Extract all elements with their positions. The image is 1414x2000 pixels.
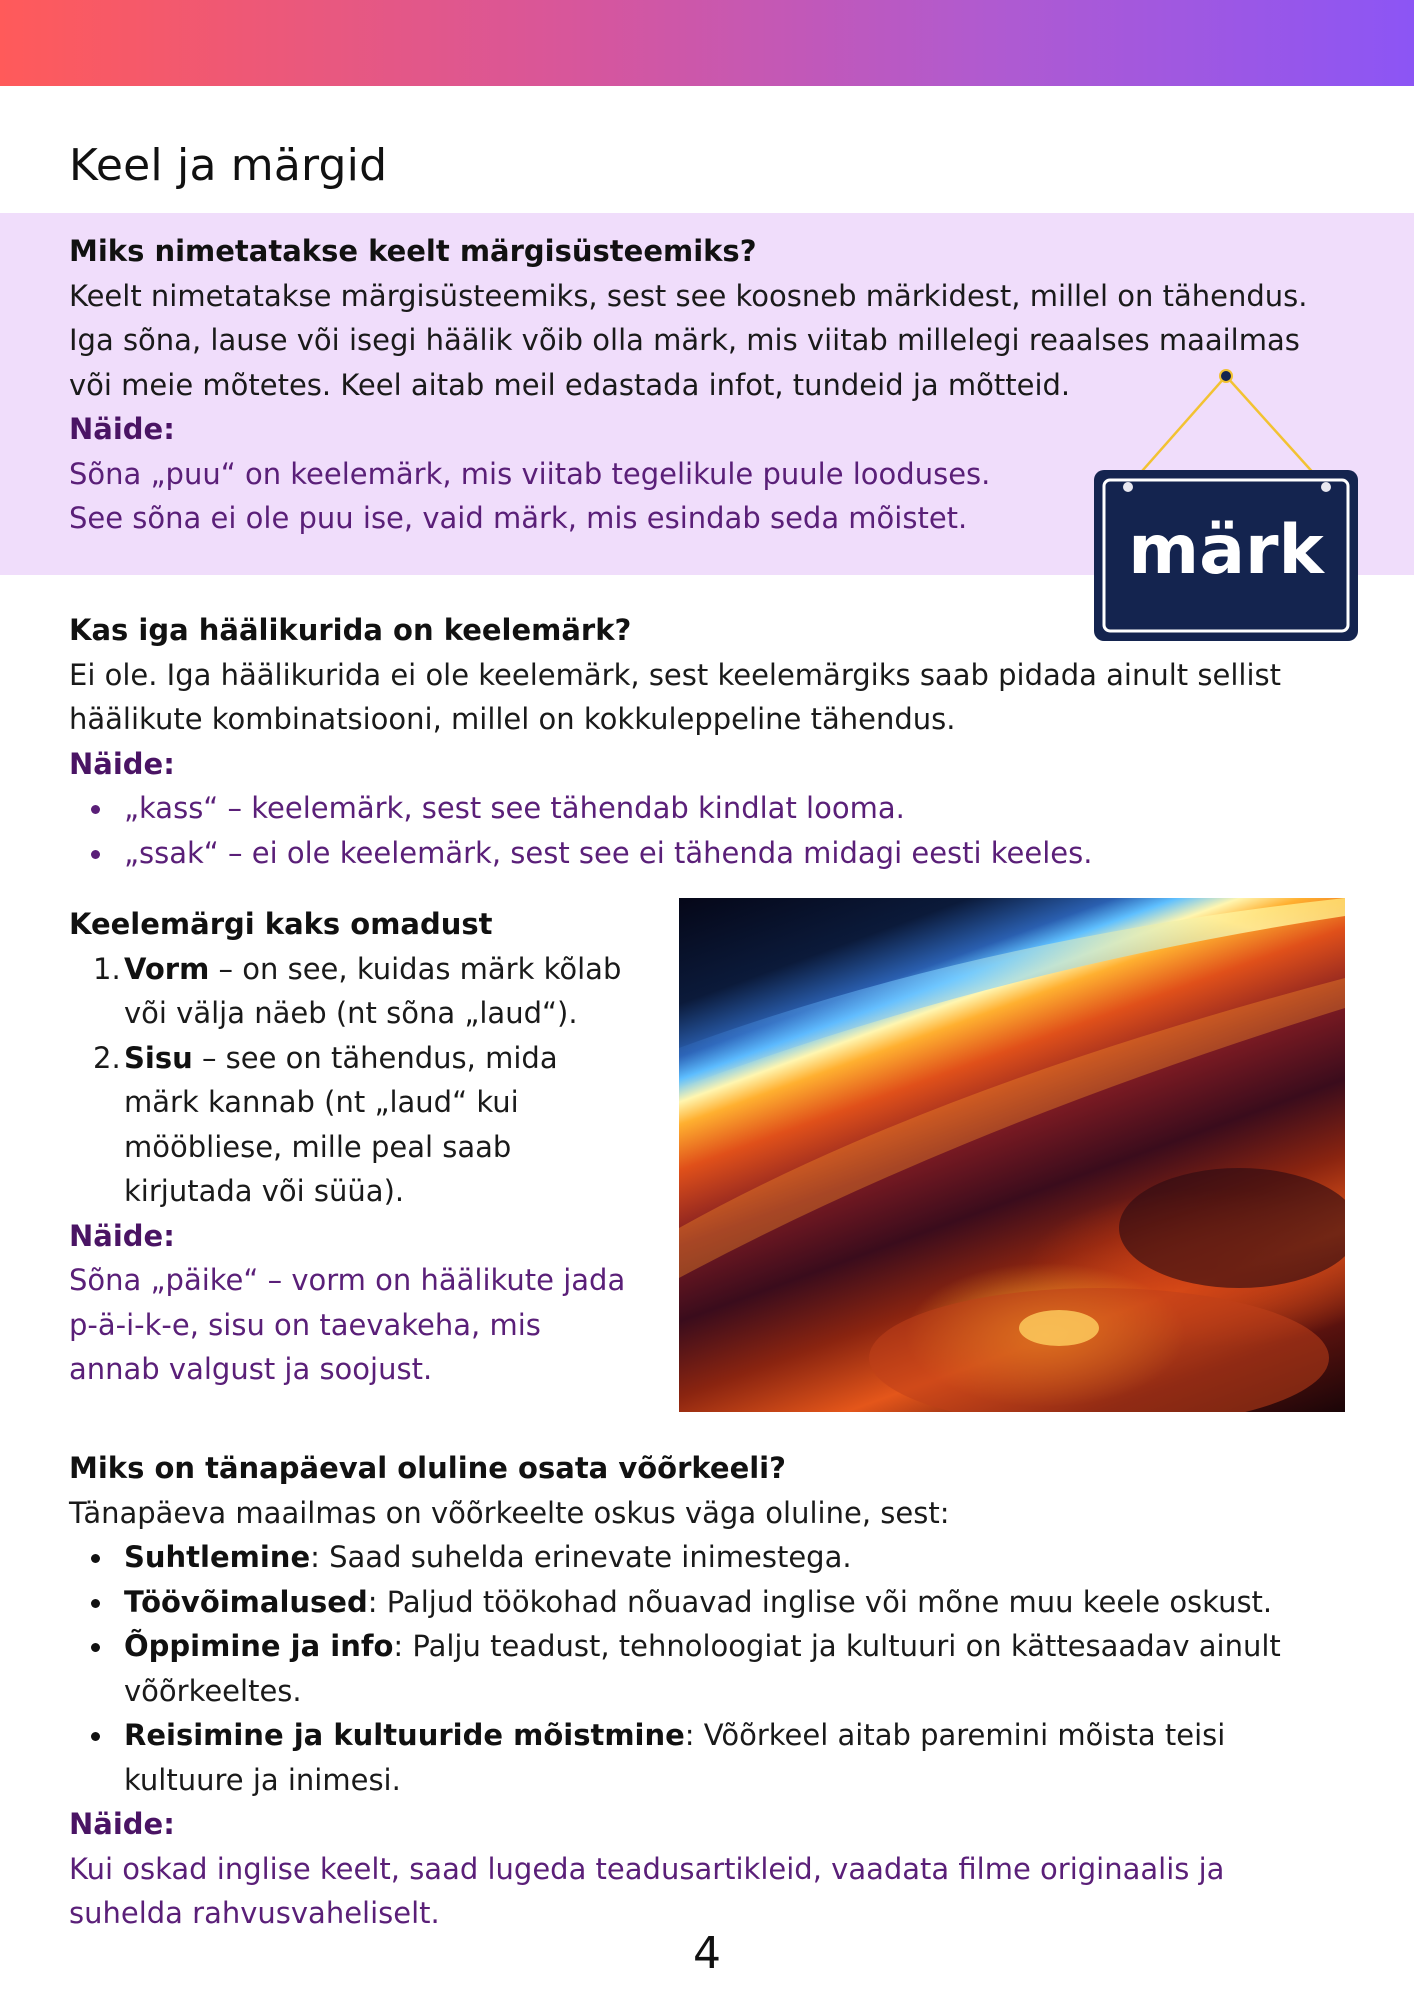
section3-example-label: Näide:	[69, 1218, 175, 1253]
list-number: 2.	[93, 1040, 121, 1075]
section-sound-sequence	[69, 608, 1281, 875]
item-text: kultuure ja inimesi.	[124, 1762, 401, 1797]
section-sign-properties	[69, 902, 625, 1392]
section2-heading: Kas iga häälikurida on keelemärk?	[69, 613, 632, 647]
item-text: : Palju teadust, tehnoloogiat ja kultuuri on kättesaadav ainult	[393, 1629, 1281, 1663]
page-number: 4	[693, 1928, 721, 1979]
list-item	[69, 947, 625, 1036]
section3-example-line: p-ä-i-k-e, sisu on taevakeha, mis	[69, 1307, 541, 1342]
section2-example-list	[69, 786, 1281, 875]
item-text: : Võõrkeel aitab paremini mõista teisi	[684, 1718, 1226, 1752]
term: Vorm	[124, 951, 210, 986]
section1-line: Iga sõna, lause või isegi häälik võib olla märk, mis viitab millelegi reaalses maailmas	[69, 323, 1300, 357]
section3-example-line: annab valgust ja soojust.	[69, 1352, 433, 1386]
item-text: : Saad suhelda erinevate inimestega.	[310, 1540, 852, 1574]
item-text: või välja näeb (nt sõna „laud“).	[124, 996, 578, 1030]
term: Sisu	[124, 1040, 193, 1075]
earth-horizon-art	[679, 898, 1345, 1412]
section2-example-label: Näide:	[69, 746, 175, 781]
hanging-sign-mark	[1092, 360, 1360, 645]
section1-line: või meie mõtetes. Keel aitab meil edastada infot, tundeid ja mõtteid.	[69, 367, 1071, 402]
item-text: : Paljud töökohad nõuavad inglise või mõne muu keele oskust.	[367, 1584, 1273, 1619]
section1-example-line: Sõna „puu“ on keelemärk, mis viitab tegelikule puule looduses.	[69, 456, 991, 491]
list-item	[69, 1624, 1281, 1713]
section2-line: häälikute kombinatsiooni, millel on kokkuleppeline tähendus.	[69, 702, 956, 736]
term: Suhtlemine	[124, 1540, 311, 1574]
term: Töövõimalused	[124, 1584, 368, 1619]
sign-nail	[1220, 370, 1232, 382]
item-text: mööbliese, mille peal saab	[124, 1129, 512, 1164]
properties-list	[69, 947, 625, 1214]
item-text: – on see, kuidas märk kõlab	[209, 951, 622, 986]
section-foreign-languages	[69, 1446, 1281, 1936]
term: Reisimine ja kultuuride mõistmine	[124, 1718, 685, 1752]
page-title: Keel ja märgid	[69, 140, 388, 191]
section3-heading: Keelemärgi kaks omadust	[69, 907, 493, 941]
sign-text: märk	[1128, 511, 1324, 590]
list-number: 1.	[93, 951, 121, 986]
section3-example-line: Sõna „päike“ – vorm on häälikute jada	[69, 1263, 626, 1297]
section1-example-line: See sõna ei ole puu ise, vaid märk, mis esindab seda mõistet.	[69, 501, 968, 535]
item-text: – see on tähendus, mida	[192, 1040, 558, 1075]
list-item	[69, 1713, 1281, 1802]
section1-line: Keelt nimetatakse märgisüsteemiks, sest see koosneb märkidest, millel on tähendus.	[69, 278, 1308, 313]
item-text: märk kannab (nt „laud“ kui	[124, 1085, 519, 1119]
sign-hole-right	[1321, 482, 1331, 492]
list-item	[69, 1036, 625, 1214]
section1-example-label: Näide:	[69, 412, 175, 446]
item-text: võõrkeeltes.	[124, 1673, 302, 1708]
top-gradient-bar	[0, 0, 1414, 86]
list-item: „kass“ – keelemärk, sest see tähendab kindlat looma.	[69, 786, 1281, 831]
earth-horizon-image	[679, 898, 1345, 1412]
section4-example-line: Kui oskad inglise keelt, saad lugeda teadusartikleid, vaadata filme originaalis ja	[69, 1851, 1225, 1886]
term: Õppimine ja info	[124, 1629, 394, 1663]
section4-heading: Miks on tänapäeval oluline osata võõrkeeli?	[69, 1451, 786, 1485]
reasons-list	[69, 1535, 1281, 1802]
item-text: kirjutada või süüa).	[124, 1174, 405, 1208]
section4-example-label: Näide:	[69, 1807, 175, 1841]
list-item	[69, 1580, 1281, 1625]
section2-line: Ei ole. Iga häälikurida ei ole keelemärk, sest keelemärgiks saab pidada ainult sellist	[69, 657, 1281, 692]
list-item	[69, 1535, 1281, 1580]
section1-heading: Miks nimetatakse keelt märgisüsteemiks?	[69, 234, 757, 268]
sign-hole-left	[1123, 482, 1133, 492]
list-item: „ssak“ – ei ole keelemärk, sest see ei tähenda midagi eesti keeles.	[69, 831, 1281, 876]
section4-example-line: suhelda rahvusvaheliselt.	[69, 1896, 440, 1930]
section4-intro: Tänapäeva maailmas on võõrkeelte oskus väga oluline, sest:	[69, 1495, 950, 1530]
